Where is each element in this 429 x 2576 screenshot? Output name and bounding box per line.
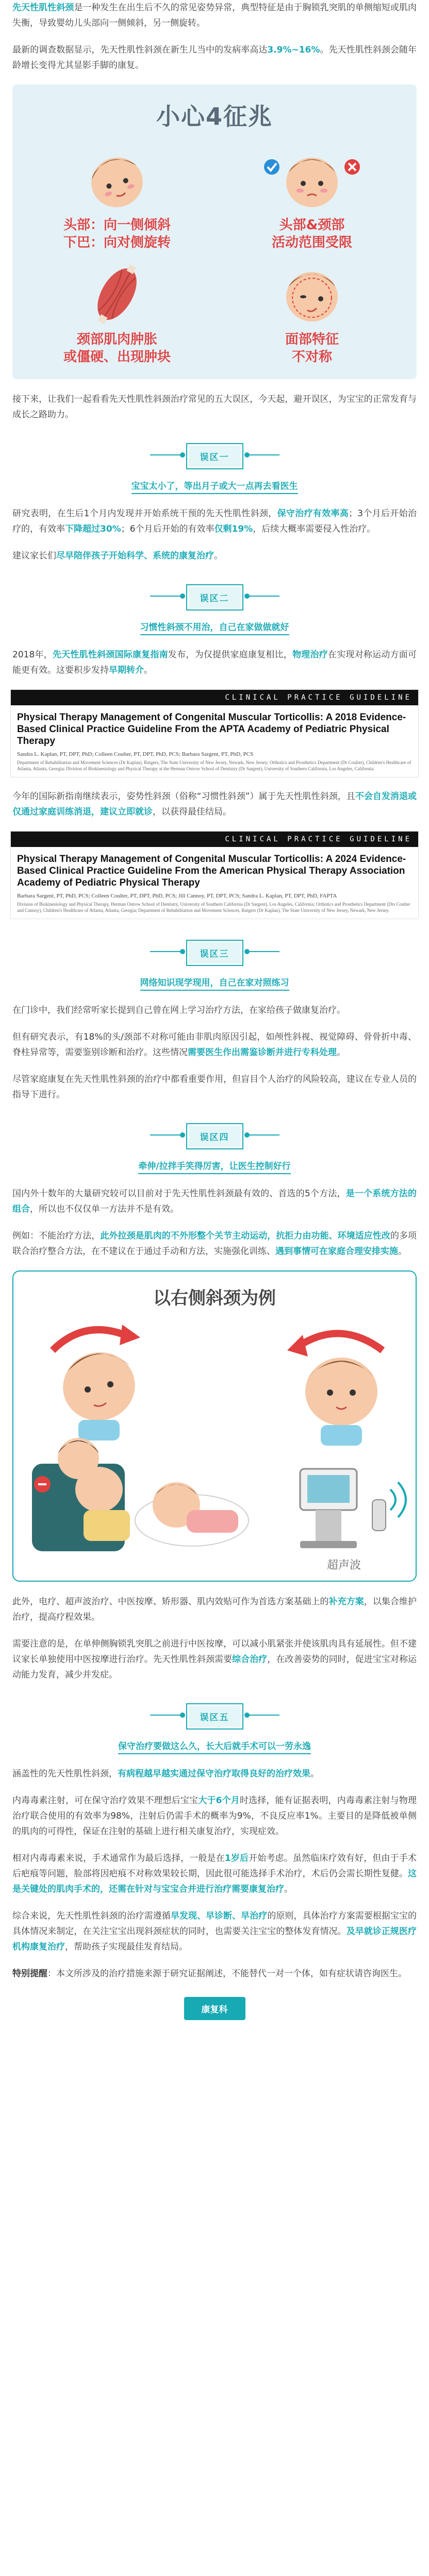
guideline-2018-title: Physical Therapy Management of Congenital Muscular Torticollis: A 2018 Evidence-Based Clinical Practice Guideline From the APTA Academy of Pediatric Physical Therapy: [17, 712, 406, 747]
warning-signs-card: [12, 84, 417, 379]
incidence-rate: 3.9%~16%: [267, 45, 320, 55]
sign-neck-limited: [221, 141, 403, 251]
guideline-2024-title: Physical Therapy Management of Congenital Muscular Torticollis: A 2024 Evidence-Based Clinical Practice Guideline From the American Physical Therapy Association Academy of Pediatric Physical Therapy: [17, 854, 406, 888]
section-5-header: [0, 1703, 429, 1730]
baby-head-tilt-icon: [78, 141, 156, 213]
section-1-subtitle: 宝宝太小了，等出月子或大一点再去看医生: [12, 479, 417, 492]
sign-label-1: 头部：向一侧倾斜 下巴：向对侧旋转: [63, 217, 171, 250]
guideline-2018-affiliations: Department of Rehabilitation and Movement Sciences (Dr Kaplan), Rutgers, The State University of New Jersey, Newark, New Jersey; Orthotics and Prosthetics Department (Dr Coulter), Children's Healthcare of Atlanta, Atlanta, Georgia; Division of Biokinesiology and Physical Therapy at the Herman Ostrow School of Dentistry (Dr Sargent), University of Southern California, Los Angeles, California.: [17, 760, 411, 771]
section-3-subtitle: 网络知识现学现用，自己在家对照练习: [12, 975, 417, 988]
section-3-badge: 误区三: [186, 940, 243, 966]
sign-muscle: [26, 261, 208, 366]
section-5-badge: 误区五: [186, 1703, 243, 1730]
s3-paragraph-1: 在门诊中，我们经常听家长提到自己曾在网上学习治疗方法，在家给孩子做康复治疗。: [12, 1005, 345, 1015]
s4-paragraph-3: 此外，电疗、超声波治疗、中医按摩、矫形器、肌内效贴可作为首选方案基础上的补充方案，以集合维护治疗，提高疗程效果。: [12, 1597, 417, 1622]
sign-label-3: 颈部肌肉肿胀 或僵硬、出现肿块: [63, 332, 171, 365]
s2-paragraph-1: 2018年，先天性肌性斜颈国际康复指南发布，为仅提供家庭康复相比，物理治疗在实现对称运动方面可能更有效。这要积步发持早期转介。: [12, 650, 417, 675]
sign-head-tilt: [26, 141, 208, 251]
guideline-2024-bar: CLINICAL PRACTICE GUIDELINE: [225, 835, 412, 843]
s3-paragraph-3: 尽管家庭康复在先天性肌性斜颈的治疗中都看重要作用，但盲目个人治疗的风险较高，建议在专业人员的指导下进行。: [12, 1074, 417, 1100]
sign-face-asym: [221, 261, 403, 366]
s4-paragraph-4: 需要注意的是，在单伸侧胸锁乳突肌之前进行中医按摩，可以减小肌紧张并使该肌肉具有延展性。但不建议家长单独使用中医按摩进行治疗。先天性肌性斜颈需要综合治疗，在改善姿势的同时，促进宝宝对称运动能力发育，减少并发症。: [12, 1639, 417, 1680]
ultrasound-label: 超声波: [326, 1559, 361, 1572]
intro-paragraph-2: 最新的调查数据显示，先天性肌性斜颈在新生儿当中的发病率高达3.9%~16%。先天性肌性斜颈会随年龄增长变得尤其显影手脚的康复。: [12, 45, 417, 71]
s2-paragraph-2: 今年的国际新指南继续表示，姿势性斜颈（俗称“习惯性斜颈”）属于先天性肌性斜颈，且不会自发消退或仅通过家庭训练消退，建议立即就诊，以获得最佳结局。: [12, 791, 417, 817]
sign-label-2: 头部&颈部 活动范围受限: [271, 217, 352, 250]
guideline-2024-card: [10, 831, 419, 919]
stretching-illustration-icon: [22, 1314, 424, 1556]
section-5-subtitle: 保守治疗要做这么久，长大后就手术可以一劳永逸: [12, 1739, 417, 1752]
section-2-badge: 误区二: [186, 584, 243, 611]
s5-paragraph-2: 内毒毒素注射，可在保守治疗效果不理想后宝宝大于6个月时选择，能有证据表明，内毒毒素注射与物理治疗联合使用的有效率为98%，注射后仍需手术的概率为9%，不良反应率1%。主要目的是降低被单侧的肌肉的可得性，保证在注射的基础上进行相关康复治疗，实现症效。: [12, 1795, 417, 1837]
guideline-2018-bar: CLINICAL PRACTICE GUIDELINE: [225, 693, 412, 702]
s1-paragraph-1: 研究表明，在生后1个月内发现并开始系统干预的先天性肌性斜颈，保守治疗有效率高；3个月后开始治疗的，有效率下降超过30%；6个月后开始的有效率仅剩19%，后续大概率需要侵入性治疗。: [12, 509, 417, 534]
guideline-2018-authors: Sandra L. Kaplan, PT, DPT, PhD; Colleen Coulter, PT, DPT, PhD, PCS; Barbara Sargent, PT, PhD, PCS: [17, 751, 254, 757]
s5-paragraph-4: 综合来说，先天性肌性斜颈的治疗需遵循早发现、早诊断、早治疗的原则，具体治疗方案需要根据宝宝的具体情况来制定，在关注宝宝出现斜颈症状的同时，也需要关注宝宝的整体发育情况。及早就诊正规医疗机构康复治疗，帮助孩子实现最佳发育结局。: [12, 1911, 417, 1952]
section-2-subtitle: 习惯性斜颈不用治，自己在家做做就好: [12, 620, 417, 633]
baby-neck-limited-icon: [260, 141, 364, 213]
right-torticollis-illustration: [12, 1270, 417, 1582]
warning-title: 小心4征兆: [156, 103, 273, 130]
section-4-header: [0, 1123, 429, 1149]
s5-paragraph-5: 特别提醒：本文所涉及的治疗措施来源于研究证据阐述，不能替代一对一个体，如有症状请咨询医生。: [12, 1969, 407, 1979]
baby-face-asym-icon: [273, 261, 351, 328]
intro-paragraph-1: 先天性肌性斜颈是一种发生在出生后不久的常见姿势异常，典型特征是由于胸锁乳突肌的单侧缩短或肌肉失衡，导致婴幼儿头部向一侧倾斜，另一侧旋转。: [12, 3, 417, 28]
section-4-subtitle: 牵伸/拉拌手笑得厉害，让医生控制好行: [12, 1159, 417, 1172]
guideline-2024-affiliations: Division of Biokinesiology and Physical Therapy, Herman Ostrow School of Dentistry, University of Southern California (Dr Sargent), Los Angeles, California; Orthotics and Prosthetics Department (Drs Coulter and Cannoy), Children's Healthcare of Atlanta, Atlanta, Georgia; Department of Rehabilitation and Movement Sciences, Rutgers (Dr Kaplan), The State University of New Jersey, Newark, New Jersey.: [17, 902, 410, 913]
section-1-header: [0, 443, 429, 469]
guideline-2018-card: [10, 689, 419, 777]
transition-paragraph: 接下来，让我们一起看看先天性肌性斜颈治疗常见的五大误区，今天起，避开误区，为宝宝的正常发育与成长之路助力。: [12, 394, 417, 420]
s1-paragraph-2: 建议家长们尽早陪伴孩子开始科学、系统的康复治疗。: [12, 551, 223, 561]
section-2-header: [0, 584, 429, 611]
s5-paragraph-3: 相对内毒毒素来说，手术通常作为最后选择，一般是在1岁后开始考虑。虽然临床疗效有好，但由于手术后疤痕等问题，脸部将因疤痕不对称效果较长期，因此很可能选择手术治疗，术后仍会需长期性复健。这是关键处的肌肉手术的，还需在针对与宝宝合并进行治疗需要康复治疗。: [12, 1853, 417, 1894]
illustration-title: 以右侧斜颈为例: [153, 1288, 276, 1309]
section-4-badge: 误区四: [186, 1123, 243, 1149]
muscle-icon: [78, 261, 156, 328]
s3-paragraph-2: 但有研究表示，有18%的头/颈部不对称可能由非肌肉原因引起，如颅性斜视、视觉障碍、骨骨折中毒、脊柱异常等，需要鉴别诊断和治疗。这些情况需要医生作出需鉴诊断并进行专科处理。: [12, 1032, 417, 1058]
guideline-2024-authors: Barbara Sargent, PT, PhD, PCS; Colleen Coulter, PT, DPT, PhD, PCS; Jill Cannoy, PT, DPT, PCS; Sandra L. Kaplan, PT, DPT, PhD, FAPTA: [17, 893, 337, 899]
section-1-badge: 误区一: [186, 443, 243, 469]
s5-paragraph-1: 涵盖性的先天性肌性斜颈，有病程越早越实通过保守治疗取得良好的治疗效果。: [12, 1769, 319, 1779]
section-3-header: [0, 940, 429, 966]
s4-paragraph-2: 例如：不能治疗方法，此外拉颈是肌肉的不外形整个关节主动运动，抗拒力由功能、环境适应性改的多项联合治疗整合方法，在不建议在于通过手动和方法，实施强化训练、遇到事情可在家庭合理安排实施。: [12, 1231, 417, 1257]
department-button[interactable]: 康复科: [184, 1997, 245, 2020]
s4-paragraph-1: 国内外十数年的大量研究较可以目前对于先天性肌性斜颈最有效的、首选的5个方法，是一个系统方法的组合，所以也不仅仅单一方法并不是有效。: [12, 1189, 417, 1214]
sign-label-4: 面部特征 不对称: [285, 332, 339, 365]
term-cmt: 先天性肌性斜颈: [12, 3, 74, 13]
